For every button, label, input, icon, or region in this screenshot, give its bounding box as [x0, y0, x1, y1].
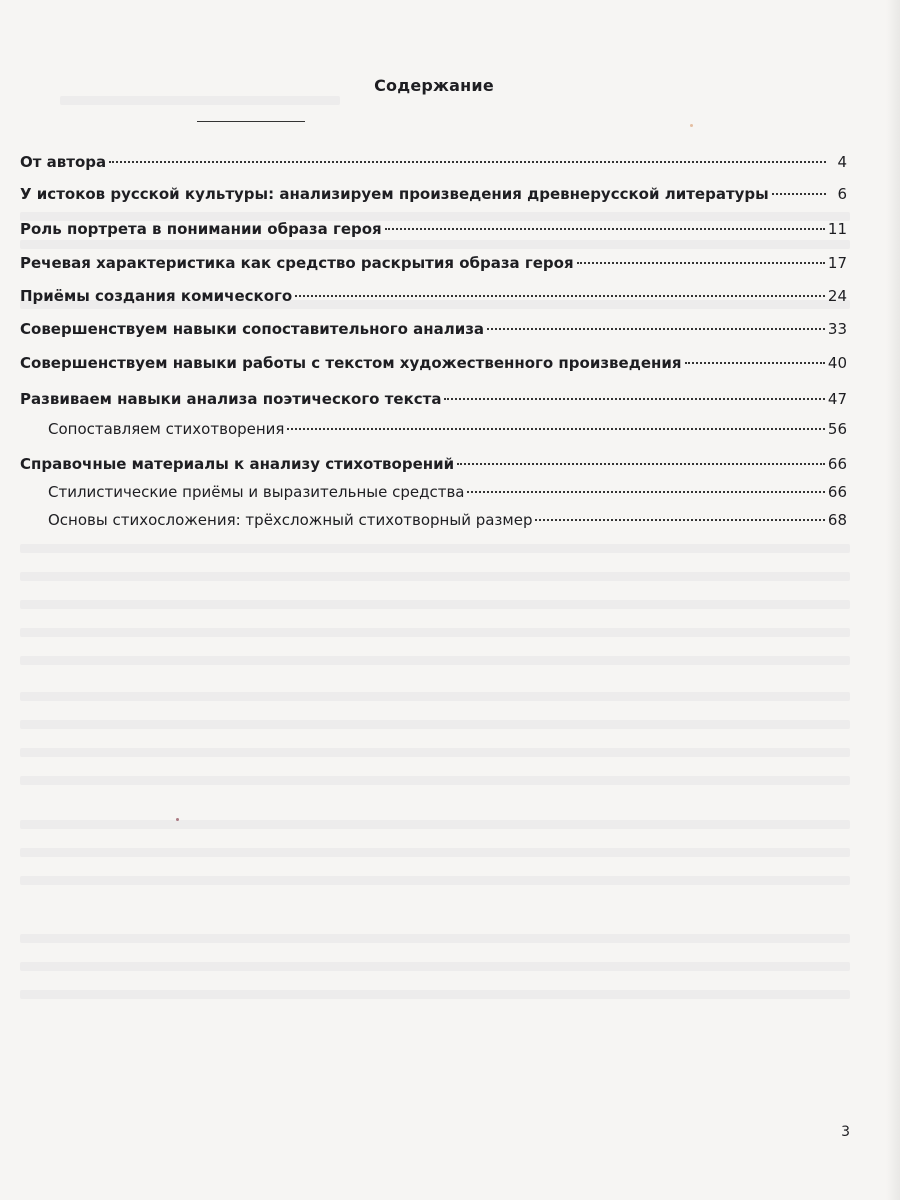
toc-entry-title: Стилистические приёмы и выразительные средства: [48, 483, 465, 501]
bleed-through-line: [20, 628, 850, 637]
bleed-through-line: [20, 692, 850, 701]
toc-entry-page: 11: [827, 220, 847, 238]
bleed-through-line: [20, 656, 850, 665]
bleed-through-line: [20, 544, 850, 553]
toc-entry-title: Роль портрета в понимании образа героя: [20, 220, 382, 238]
toc-entry[interactable]: [20, 390, 847, 414]
toc-entry-title: Развиваем навыки анализа поэтического текста: [20, 390, 442, 408]
page-edge-shadow: [886, 0, 900, 1200]
toc-entry[interactable]: [20, 185, 847, 209]
toc-entry-page: 68: [827, 511, 847, 529]
toc-entry[interactable]: [20, 153, 847, 177]
dot-leader: [577, 261, 825, 264]
toc-entry-page: 47: [827, 390, 847, 408]
toc-entry[interactable]: [20, 220, 847, 244]
ink-speck: [690, 124, 693, 127]
bleed-through-line: [20, 848, 850, 857]
dot-leader: [295, 294, 825, 297]
bleed-through-line: [20, 934, 850, 943]
title-underline: [197, 121, 305, 122]
bleed-through-line: [20, 876, 850, 885]
toc-entry[interactable]: [20, 254, 847, 278]
toc-entry-title: Сопоставляем стихотворения: [48, 420, 285, 438]
toc-entry-title: Приёмы создания комического: [20, 287, 293, 305]
bleed-through-line: [20, 820, 850, 829]
toc-entry-page: 66: [827, 483, 847, 501]
toc-entry-title: Совершенствуем навыки сопоставительного анализа: [20, 320, 485, 338]
bleed-through-line: [20, 748, 850, 757]
toc-subentry[interactable]: [48, 483, 847, 507]
page-title: Содержание: [374, 76, 494, 95]
toc-entry-page: 40: [827, 354, 847, 372]
toc-entry-page: 24: [827, 287, 847, 305]
toc-entry[interactable]: [20, 287, 847, 311]
toc-entry-title: Основы стихосложения: трёхсложный стихотворный размер: [48, 511, 533, 529]
bleed-through-line: [20, 776, 850, 785]
toc-entry[interactable]: [20, 320, 847, 344]
toc-entry[interactable]: [20, 354, 847, 378]
dot-leader: [772, 192, 826, 195]
toc-entry-title: От автора: [20, 153, 107, 171]
dot-leader: [444, 397, 824, 400]
dot-leader: [467, 490, 824, 493]
dot-leader: [535, 518, 824, 521]
toc-subentry[interactable]: [48, 420, 847, 444]
toc-entry-page: 56: [827, 420, 847, 438]
page-number: 3: [841, 1124, 850, 1140]
toc-entry-title: Речевая характеристика как средство раскрытия образа героя: [20, 254, 574, 272]
toc-entry-page: 17: [827, 254, 847, 272]
toc-entry-page: 66: [827, 455, 847, 473]
bleed-through-line: [60, 96, 340, 105]
bleed-through-line: [20, 600, 850, 609]
bleed-through-line: [20, 990, 850, 999]
toc-entry-page: 33: [827, 320, 847, 338]
toc-entry-title: Справочные материалы к анализу стихотворений: [20, 455, 455, 473]
toc-entry-title: У истоков русской культуры: анализируем произведения древнерусской литературы: [20, 185, 769, 203]
bleed-through-line: [20, 962, 850, 971]
toc-entry-title: Совершенствуем навыки работы с текстом художественного произведения: [20, 354, 682, 372]
dot-leader: [385, 227, 825, 230]
toc-entry-page: 6: [837, 185, 847, 203]
bleed-through-line: [20, 572, 850, 581]
ink-speck: [176, 818, 179, 821]
dot-leader: [685, 361, 825, 364]
dot-leader: [109, 160, 826, 163]
dot-leader: [487, 327, 825, 330]
toc-entry[interactable]: [20, 455, 847, 479]
toc-entry-page: 4: [837, 153, 847, 171]
bleed-through-line: [20, 720, 850, 729]
dot-leader: [287, 427, 824, 430]
dot-leader: [457, 462, 825, 465]
toc-subentry[interactable]: [48, 511, 847, 535]
